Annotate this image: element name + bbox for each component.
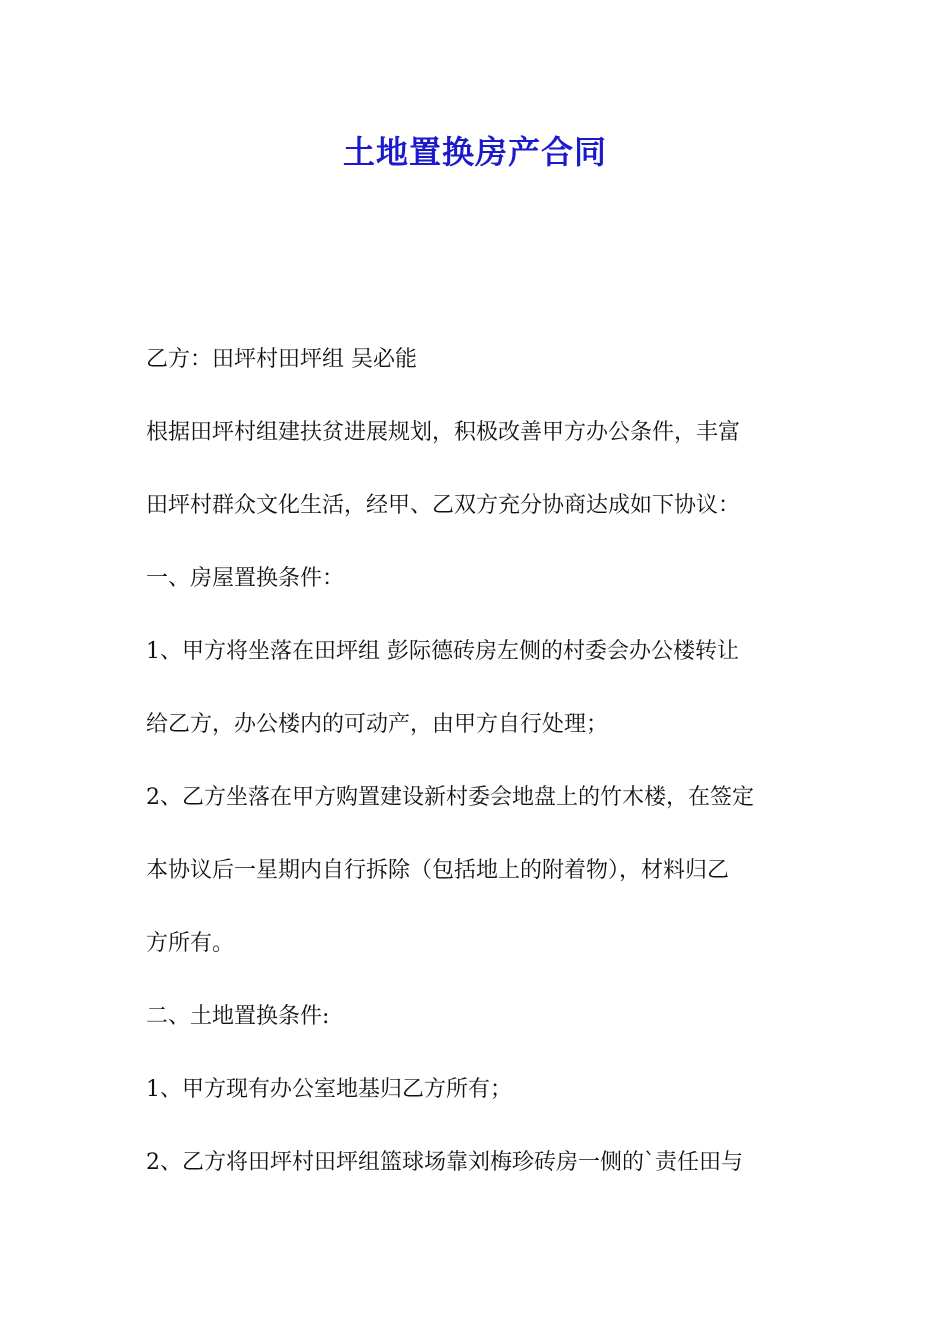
paragraph-line: 田坪村群众文化生活，经甲、乙双方充分协商达成如下协议：	[146, 493, 741, 518]
document-body	[146, 335, 816, 1211]
clause-line: 给乙方，办公楼内的可动产，由甲方自行处理；	[146, 712, 609, 737]
clause-line: 1、甲方现有办公室地基归乙方所有；	[146, 1077, 512, 1102]
clause-line: 1、甲方将坐落在田坪组 彭际德砖房左侧的村委会办公楼转让	[146, 639, 739, 664]
clause-line: 本协议后一星期内自行拆除（包括地上的附着物），材料归乙	[146, 858, 730, 883]
party-b-line: 乙方：田坪村田坪组 吴必能	[146, 347, 417, 372]
section-heading-land-exchange: 二、土地置换条件:	[146, 1004, 330, 1029]
clause-line: 方所有。	[146, 931, 235, 956]
clause-line: 2、乙方坐落在甲方购置建设新村委会地盘上的竹木楼，在签定	[146, 785, 754, 810]
section-heading-house-exchange: 一、房屋置换条件：	[146, 566, 345, 591]
document-title: 土地置换房产合同	[342, 133, 607, 171]
paragraph-line: 根据田坪村组建扶贫进展规划，积极改善甲方办公条件，丰富	[146, 420, 741, 445]
clause-line: 2、乙方将田坪村田坪组篮球场靠刘梅珍砖房一侧的`责任田与	[146, 1150, 743, 1175]
